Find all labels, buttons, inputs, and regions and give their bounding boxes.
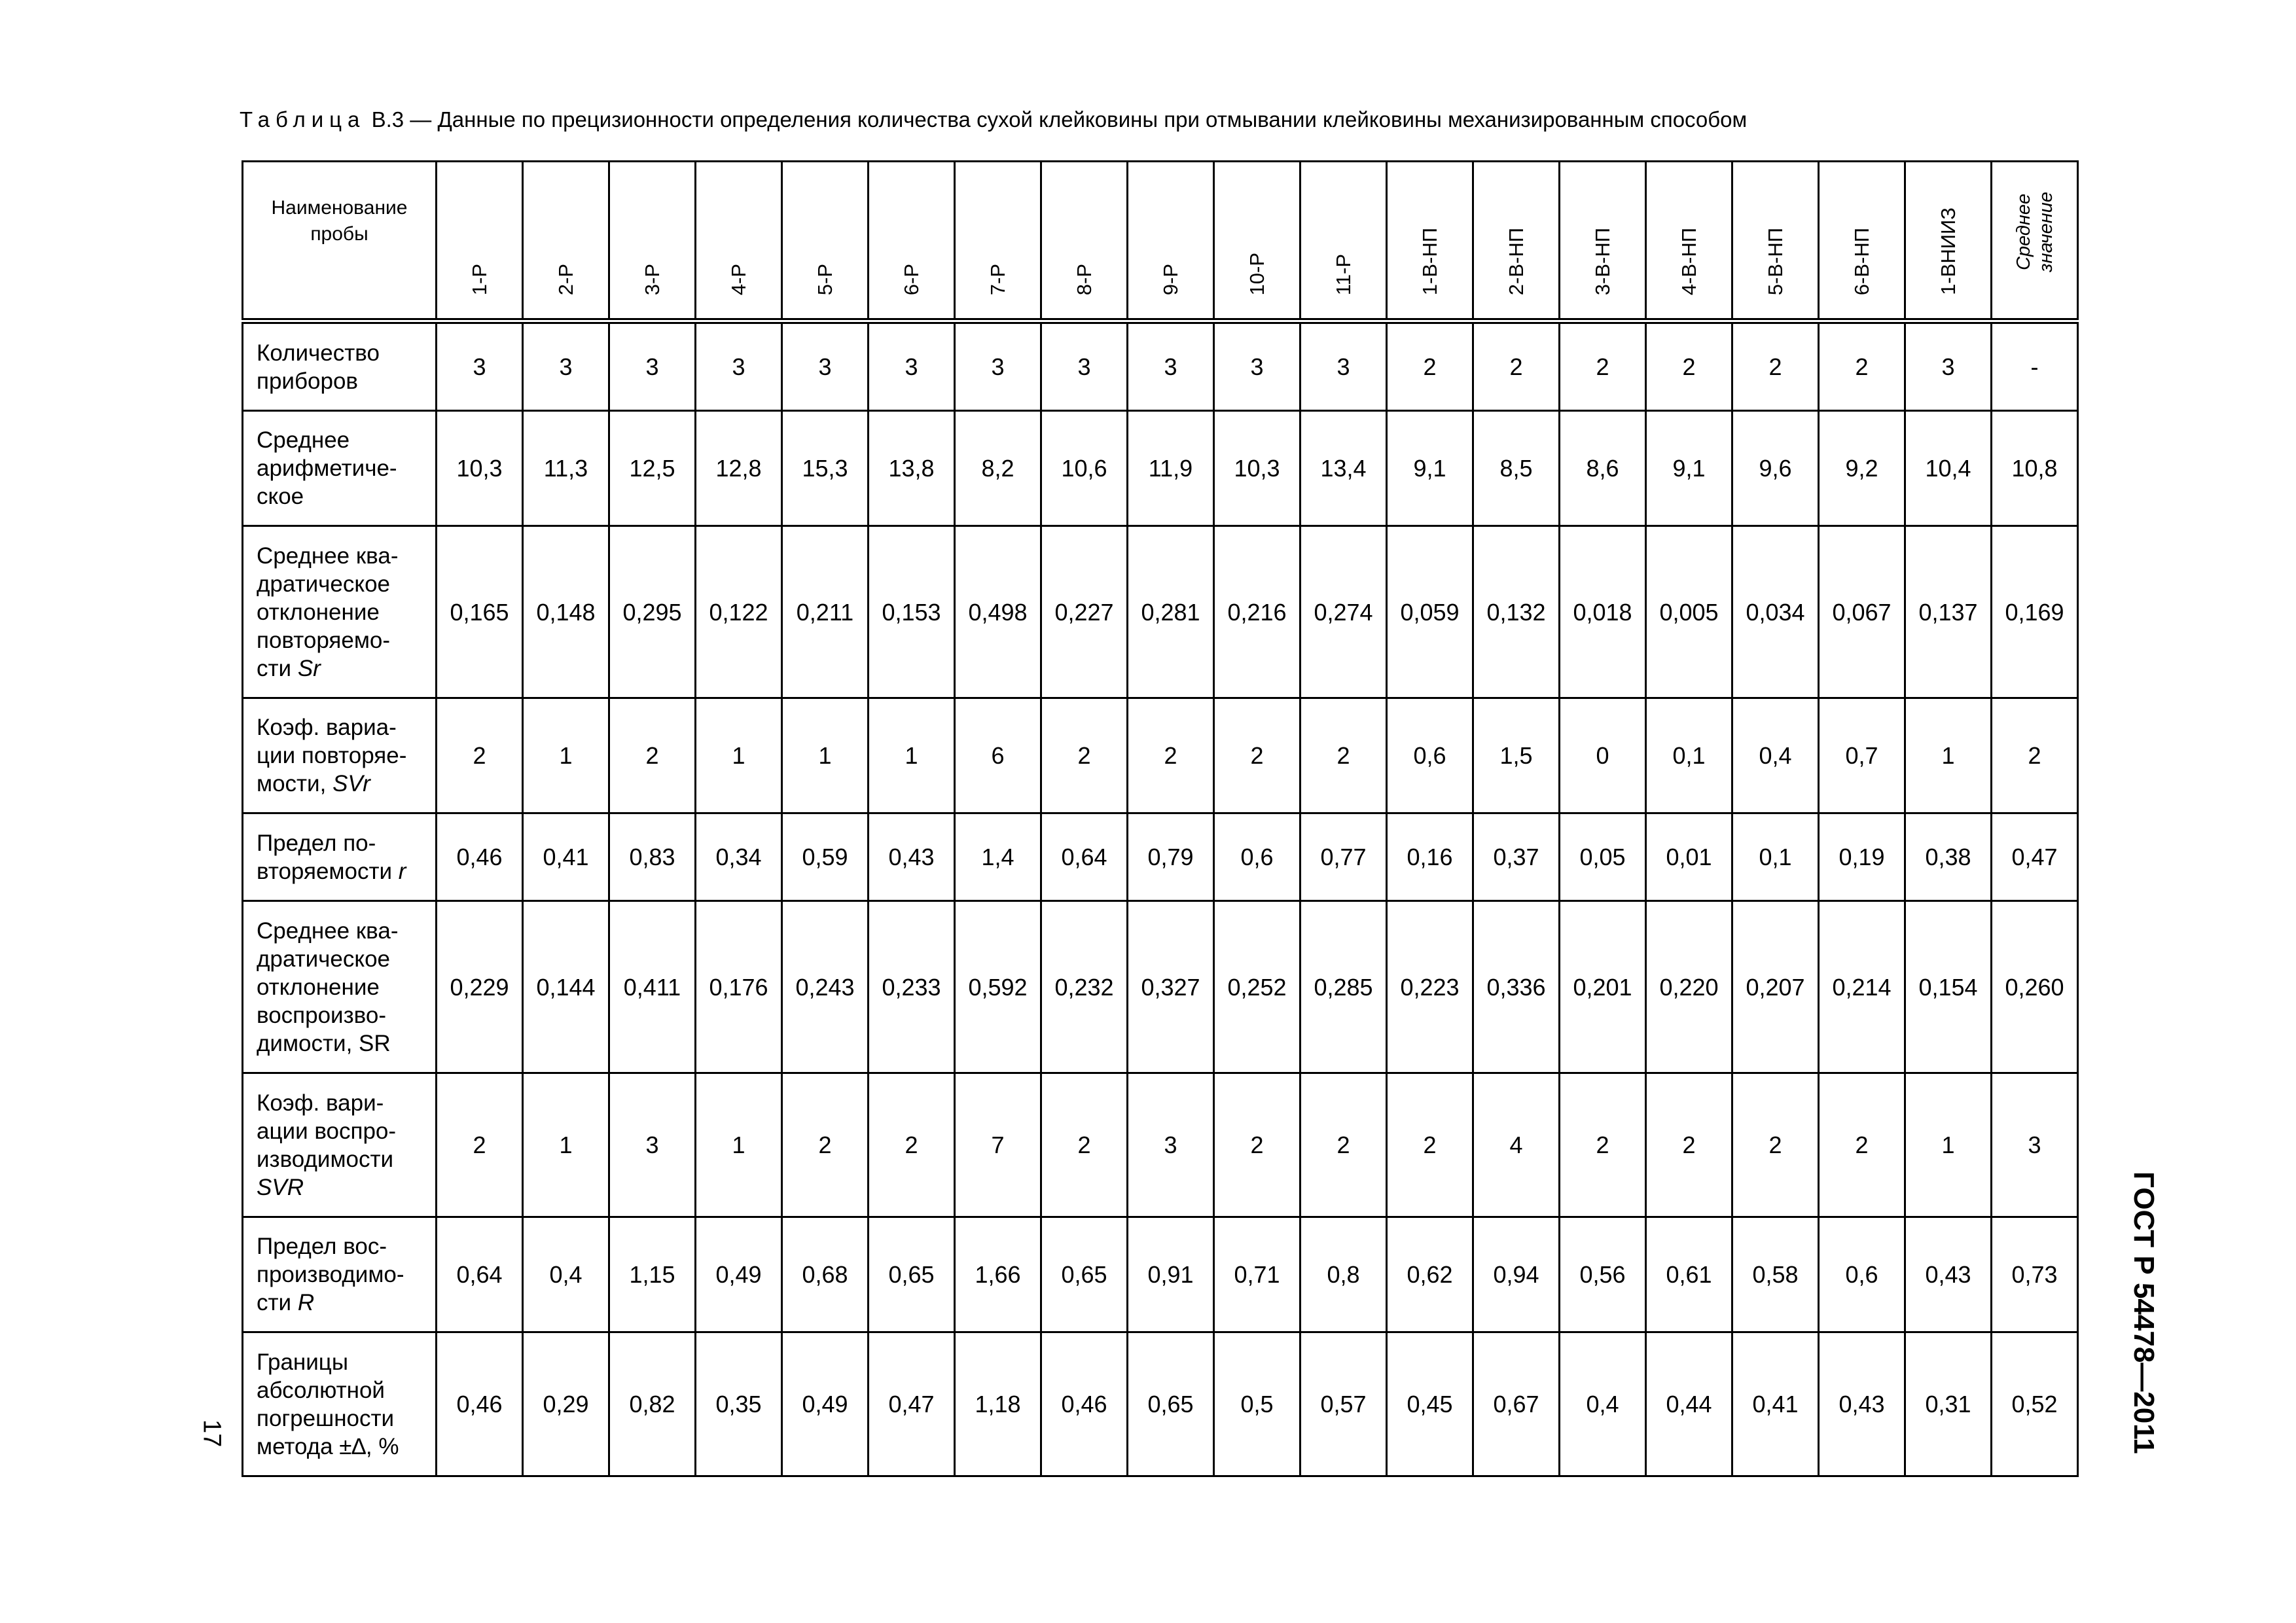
value-cell: 0,201	[1560, 901, 1646, 1073]
row-name-line: ции повторяе-	[257, 743, 407, 768]
value-cell: 0,4	[1732, 698, 1819, 813]
value-cell: 0,68	[782, 1217, 869, 1332]
value-cell: 0,207	[1732, 901, 1819, 1073]
value-cell: 10,4	[1905, 411, 1992, 526]
value-cell: 0,83	[609, 813, 696, 901]
value-cell: 2	[1128, 698, 1214, 813]
row-name-cell	[243, 526, 437, 698]
value-cell: 0,137	[1905, 526, 1992, 698]
row-name-symbol: R	[297, 1290, 315, 1315]
table-row	[243, 1332, 2078, 1476]
value-cell: 3	[1128, 1073, 1214, 1217]
value-cell: 0,327	[1128, 901, 1214, 1073]
value-cell: 10,3	[437, 411, 523, 526]
value-cell: 0,153	[869, 526, 955, 698]
value-cell: 7	[955, 1073, 1041, 1217]
value-cell: 6	[955, 698, 1041, 813]
value-cell: 9,2	[1819, 411, 1905, 526]
value-cell: 8,2	[955, 411, 1041, 526]
mean-value-cell: -	[1992, 321, 2078, 411]
table-row	[243, 813, 2078, 901]
standard-designation-text: ГОСТ Р 54478—2011	[2128, 1171, 2160, 1454]
value-cell: 0,65	[869, 1217, 955, 1332]
value-cell: 2	[1560, 321, 1646, 411]
row-name-line: производимо-	[257, 1262, 404, 1287]
row-name-line: Среднее	[257, 427, 350, 453]
row-name-line: Среднее ква-	[257, 918, 399, 944]
value-cell: 0,154	[1905, 901, 1992, 1073]
value-cell: 0,43	[1905, 1217, 1992, 1332]
sample-label: 11-Р	[1332, 253, 1355, 295]
value-cell: 0,62	[1387, 1217, 1473, 1332]
row-name-line: сти R	[257, 1290, 315, 1315]
row-name-line: ации воспро-	[257, 1118, 397, 1144]
value-cell: 0,91	[1128, 1217, 1214, 1332]
value-cell: 10,6	[1041, 411, 1128, 526]
sample-label: 4-Р	[727, 263, 750, 295]
value-cell: 3	[1041, 321, 1128, 411]
value-cell: 2	[1387, 1073, 1473, 1217]
table-row	[243, 1073, 2078, 1217]
value-cell: 3	[609, 321, 696, 411]
row-name-cell	[243, 1073, 437, 1217]
header-sample-cell	[437, 162, 523, 321]
value-cell: 0,19	[1819, 813, 1905, 901]
header-sample-cell	[1041, 162, 1128, 321]
value-cell: 0,005	[1646, 526, 1732, 698]
value-cell: 3	[1214, 321, 1300, 411]
row-name-line: метода ±∆, %	[257, 1433, 399, 1459]
value-cell: 0,82	[609, 1332, 696, 1476]
mean-value-cell: 0,47	[1992, 813, 2078, 901]
value-cell: 0	[1560, 698, 1646, 813]
header-sample-cell	[1732, 162, 1819, 321]
value-cell: 2	[1300, 698, 1387, 813]
value-cell: 3	[1128, 321, 1214, 411]
value-cell: 10,3	[1214, 411, 1300, 526]
value-cell: 12,8	[696, 411, 782, 526]
value-cell: 11,9	[1128, 411, 1214, 526]
value-cell: 0,94	[1473, 1217, 1560, 1332]
header-sample-cell	[1128, 162, 1214, 321]
value-cell: 0,41	[523, 813, 609, 901]
table-body	[243, 321, 2078, 1476]
value-cell: 0,498	[955, 526, 1041, 698]
row-name-line: Коэф. вариа-	[257, 715, 397, 740]
row-name-line: арифметиче-	[257, 455, 397, 481]
row-name-cell	[243, 901, 437, 1073]
value-cell: 0,01	[1646, 813, 1732, 901]
table-row	[243, 1217, 2078, 1332]
value-cell: 0,132	[1473, 526, 1560, 698]
value-cell: 0,16	[1387, 813, 1473, 901]
value-cell: 0,211	[782, 526, 869, 698]
value-cell: 1,15	[609, 1217, 696, 1332]
header-sample-cell	[1300, 162, 1387, 321]
row-name-symbol: SVr	[332, 771, 370, 796]
row-name-symbol: r	[398, 858, 406, 884]
value-cell: 0,4	[523, 1217, 609, 1332]
header-sample-cell	[1214, 162, 1300, 321]
header-name-line: пробы	[310, 223, 368, 245]
value-cell: 0,592	[955, 901, 1041, 1073]
value-cell: 0,243	[782, 901, 869, 1073]
value-cell: 0,64	[1041, 813, 1128, 901]
value-cell: 0,47	[869, 1332, 955, 1476]
value-cell: 0,44	[1646, 1332, 1732, 1476]
table-row	[243, 526, 2078, 698]
row-name-line: дратическое	[257, 571, 391, 597]
value-cell: 0,1	[1646, 698, 1732, 813]
sample-label: 1-ВНИИЗ	[1937, 207, 1960, 295]
value-cell: 2	[1041, 1073, 1128, 1217]
value-cell: 0,8	[1300, 1217, 1387, 1332]
value-cell: 0,41	[1732, 1332, 1819, 1476]
value-cell: 0,122	[696, 526, 782, 698]
value-cell: 0,43	[869, 813, 955, 901]
value-cell: 2	[609, 698, 696, 813]
value-cell: 1	[869, 698, 955, 813]
header-sample-cell	[609, 162, 696, 321]
sample-label: 7-Р	[986, 263, 1009, 295]
row-name-line: Границы	[257, 1349, 348, 1375]
sample-label: 8-Р	[1073, 263, 1096, 295]
row-name-line: дратическое	[257, 946, 391, 972]
value-cell: 1	[696, 698, 782, 813]
mean-value-cell: 10,8	[1992, 411, 2078, 526]
value-cell: 2	[1646, 1073, 1732, 1217]
row-name-cell	[243, 1332, 437, 1476]
value-cell: 0,059	[1387, 526, 1473, 698]
value-cell: 0,034	[1732, 526, 1819, 698]
row-name-line: повторяемо-	[257, 627, 391, 653]
mean-value-label	[2013, 192, 2057, 272]
value-cell: 2	[1819, 1073, 1905, 1217]
row-name-line: воспроизво-	[257, 1002, 386, 1028]
row-name-cell	[243, 411, 437, 526]
value-cell: 0,46	[437, 813, 523, 901]
header-sample-cell	[1905, 162, 1992, 321]
row-name-line: Среднее ква-	[257, 543, 399, 569]
value-cell: 1	[523, 1073, 609, 1217]
value-cell: 1	[1905, 698, 1992, 813]
mean-value-cell: 0,169	[1992, 526, 2078, 698]
header-sample-cell	[782, 162, 869, 321]
value-cell: 0,45	[1387, 1332, 1473, 1476]
value-cell: 0,58	[1732, 1217, 1819, 1332]
header-sample-cell	[955, 162, 1041, 321]
mean-label-line: значение	[2035, 192, 2056, 272]
mean-value-cell: 3	[1992, 1073, 2078, 1217]
value-cell: 3	[696, 321, 782, 411]
sample-label: 3-Р	[641, 263, 664, 295]
value-cell: 3	[523, 321, 609, 411]
value-cell: 0,220	[1646, 901, 1732, 1073]
value-cell: 2	[1646, 321, 1732, 411]
page-number-text: 17	[198, 1419, 226, 1448]
row-name-line: Количество	[257, 340, 380, 366]
value-cell: 2	[437, 698, 523, 813]
value-cell: 0,6	[1214, 813, 1300, 901]
table-row	[243, 411, 2078, 526]
value-cell: 12,5	[609, 411, 696, 526]
mean-value-cell: 0,260	[1992, 901, 2078, 1073]
precision-table	[242, 160, 2079, 1477]
value-cell: 9,1	[1387, 411, 1473, 526]
row-name-cell	[243, 813, 437, 901]
value-cell: 0,227	[1041, 526, 1128, 698]
value-cell: 2	[1387, 321, 1473, 411]
header-sample-name	[243, 162, 437, 321]
value-cell: 13,8	[869, 411, 955, 526]
value-cell: 2	[782, 1073, 869, 1217]
row-name-line: абсолютной	[257, 1377, 385, 1403]
sample-label: 1-В-НП	[1418, 227, 1441, 295]
value-cell: 0,216	[1214, 526, 1300, 698]
row-name-line: изводимости	[257, 1146, 394, 1172]
value-cell: 2	[1300, 1073, 1387, 1217]
row-name-line: погрешности	[257, 1405, 395, 1431]
header-sample-cell	[1387, 162, 1473, 321]
value-cell: 0,05	[1560, 813, 1646, 901]
caption-label: Таблица	[240, 107, 366, 132]
value-cell: 11,3	[523, 411, 609, 526]
value-cell: 9,1	[1646, 411, 1732, 526]
value-cell: 0,233	[869, 901, 955, 1073]
header-name-line: Наименование	[271, 197, 408, 219]
value-cell: 0,295	[609, 526, 696, 698]
row-name-line: отклонение	[257, 974, 380, 1000]
table-row	[243, 321, 2078, 411]
header-sample-cell	[1819, 162, 1905, 321]
value-cell: 0,46	[437, 1332, 523, 1476]
value-cell: 0,144	[523, 901, 609, 1073]
value-cell: 15,3	[782, 411, 869, 526]
value-cell: 0,281	[1128, 526, 1214, 698]
value-cell: 3	[955, 321, 1041, 411]
row-name-line: вторяемости r	[257, 858, 406, 884]
row-name-cell	[243, 1217, 437, 1332]
table-row	[243, 901, 2078, 1073]
sample-label: 5-Р	[814, 263, 836, 295]
table-header-row	[243, 162, 2078, 321]
value-cell: 0,232	[1041, 901, 1128, 1073]
sample-label: 10-Р	[1246, 252, 1268, 295]
value-cell: 0,6	[1819, 1217, 1905, 1332]
header-mean-cell	[1992, 162, 2078, 321]
value-cell: 1	[696, 1073, 782, 1217]
row-name-line: отклонение	[257, 599, 380, 625]
value-cell: 0,65	[1128, 1332, 1214, 1476]
caption-number: В.3	[371, 107, 404, 132]
row-name-line: Коэф. вари-	[257, 1090, 384, 1116]
value-cell: 8,5	[1473, 411, 1560, 526]
value-cell: 2	[1560, 1073, 1646, 1217]
value-cell: 0,49	[782, 1332, 869, 1476]
value-cell: 3	[1300, 321, 1387, 411]
value-cell: 1	[1905, 1073, 1992, 1217]
value-cell: 3	[609, 1073, 696, 1217]
header-sample-cell	[1560, 162, 1646, 321]
row-name-line: ское	[257, 484, 304, 509]
value-cell: 0,31	[1905, 1332, 1992, 1476]
value-cell: 2	[869, 1073, 955, 1217]
value-cell: 0,71	[1214, 1217, 1300, 1332]
value-cell: 0,6	[1387, 698, 1473, 813]
value-cell: 0,79	[1128, 813, 1214, 901]
value-cell: 2	[437, 1073, 523, 1217]
value-cell: 1,18	[955, 1332, 1041, 1476]
header-sample-cell	[1473, 162, 1560, 321]
row-name-line: приборов	[257, 368, 359, 394]
value-cell: 0,176	[696, 901, 782, 1073]
value-cell: 1,5	[1473, 698, 1560, 813]
value-cell: 1	[523, 698, 609, 813]
table-caption	[240, 109, 1747, 130]
row-name-cell	[243, 321, 437, 411]
caption-text: — Данные по прецизионности определения количества сухой клейковины при отмывании клейковины механизированным способом	[410, 107, 1748, 132]
value-cell: 0,46	[1041, 1332, 1128, 1476]
value-cell: 0,49	[696, 1217, 782, 1332]
value-cell: 3	[1905, 321, 1992, 411]
header-sample-cell	[1646, 162, 1732, 321]
header-sample-cell	[696, 162, 782, 321]
value-cell: 0,29	[523, 1332, 609, 1476]
value-cell: 2	[1819, 321, 1905, 411]
value-cell: 0,35	[696, 1332, 782, 1476]
value-cell: 0,59	[782, 813, 869, 901]
value-cell: 0,229	[437, 901, 523, 1073]
value-cell: 0,5	[1214, 1332, 1300, 1476]
row-name-line: димости, SR	[257, 1030, 391, 1056]
row-name-line	[257, 1173, 433, 1202]
value-cell: 0,223	[1387, 901, 1473, 1073]
row-name-line: Предел вос-	[257, 1234, 387, 1259]
value-cell: 0,77	[1300, 813, 1387, 901]
mean-value-cell: 0,52	[1992, 1332, 2078, 1476]
value-cell: 0,336	[1473, 901, 1560, 1073]
value-cell: 0,214	[1819, 901, 1905, 1073]
value-cell: 0,65	[1041, 1217, 1128, 1332]
value-cell: 0,34	[696, 813, 782, 901]
value-cell: 0,7	[1819, 698, 1905, 813]
value-cell: 2	[1732, 321, 1819, 411]
value-cell: 0,018	[1560, 526, 1646, 698]
standard-designation	[2124, 1171, 2163, 1454]
value-cell: 0,274	[1300, 526, 1387, 698]
page-number	[195, 1407, 228, 1459]
value-cell: 0,67	[1473, 1332, 1560, 1476]
sample-label: 6-В-НП	[1850, 227, 1873, 295]
value-cell: 0,38	[1905, 813, 1992, 901]
value-cell: 1,4	[955, 813, 1041, 901]
value-cell: 0,4	[1560, 1332, 1646, 1476]
table-row	[243, 698, 2078, 813]
value-cell: 3	[437, 321, 523, 411]
value-cell: 13,4	[1300, 411, 1387, 526]
value-cell: 0,285	[1300, 901, 1387, 1073]
row-name-line: мости, SVr	[257, 771, 370, 796]
value-cell: 0,067	[1819, 526, 1905, 698]
value-cell: 3	[869, 321, 955, 411]
row-name-line: Предел по-	[257, 830, 376, 856]
row-name-symbol: SVR	[257, 1174, 304, 1200]
sample-label: 9-Р	[1159, 263, 1182, 295]
value-cell: 1,66	[955, 1217, 1041, 1332]
value-cell: 0,165	[437, 526, 523, 698]
value-cell: 0,1	[1732, 813, 1819, 901]
row-name-line: сти Sr	[257, 655, 321, 681]
sample-label: 6-Р	[900, 263, 923, 295]
header-sample-cell	[869, 162, 955, 321]
mean-value-cell: 2	[1992, 698, 2078, 813]
value-cell: 0,37	[1473, 813, 1560, 901]
mean-label-line: Среднее	[2013, 193, 2034, 271]
value-cell: 2	[1732, 1073, 1819, 1217]
value-cell: 0,411	[609, 901, 696, 1073]
value-cell: 0,64	[437, 1217, 523, 1332]
row-name-cell	[243, 698, 437, 813]
value-cell: 9,6	[1732, 411, 1819, 526]
value-cell: 2	[1473, 321, 1560, 411]
value-cell: 2	[1041, 698, 1128, 813]
sample-label: 4-В-НП	[1677, 227, 1700, 295]
value-cell: 0,61	[1646, 1217, 1732, 1332]
value-cell: 1	[782, 698, 869, 813]
sample-label: 1-Р	[468, 263, 491, 295]
value-cell: 4	[1473, 1073, 1560, 1217]
value-cell: 0,56	[1560, 1217, 1646, 1332]
value-cell: 8,6	[1560, 411, 1646, 526]
value-cell: 0,148	[523, 526, 609, 698]
value-cell: 3	[782, 321, 869, 411]
header-sample-cell	[523, 162, 609, 321]
value-cell: 0,43	[1819, 1332, 1905, 1476]
sample-label: 3-В-НП	[1591, 227, 1614, 295]
sample-label: 5-В-НП	[1764, 227, 1787, 295]
value-cell: 0,57	[1300, 1332, 1387, 1476]
row-name-symbol: Sr	[297, 655, 321, 681]
value-cell: 2	[1214, 698, 1300, 813]
value-cell: 2	[1214, 1073, 1300, 1217]
value-cell: 0,252	[1214, 901, 1300, 1073]
mean-value-cell: 0,73	[1992, 1217, 2078, 1332]
sample-label: 2-В-НП	[1505, 227, 1528, 295]
sample-label: 2-Р	[554, 263, 577, 295]
